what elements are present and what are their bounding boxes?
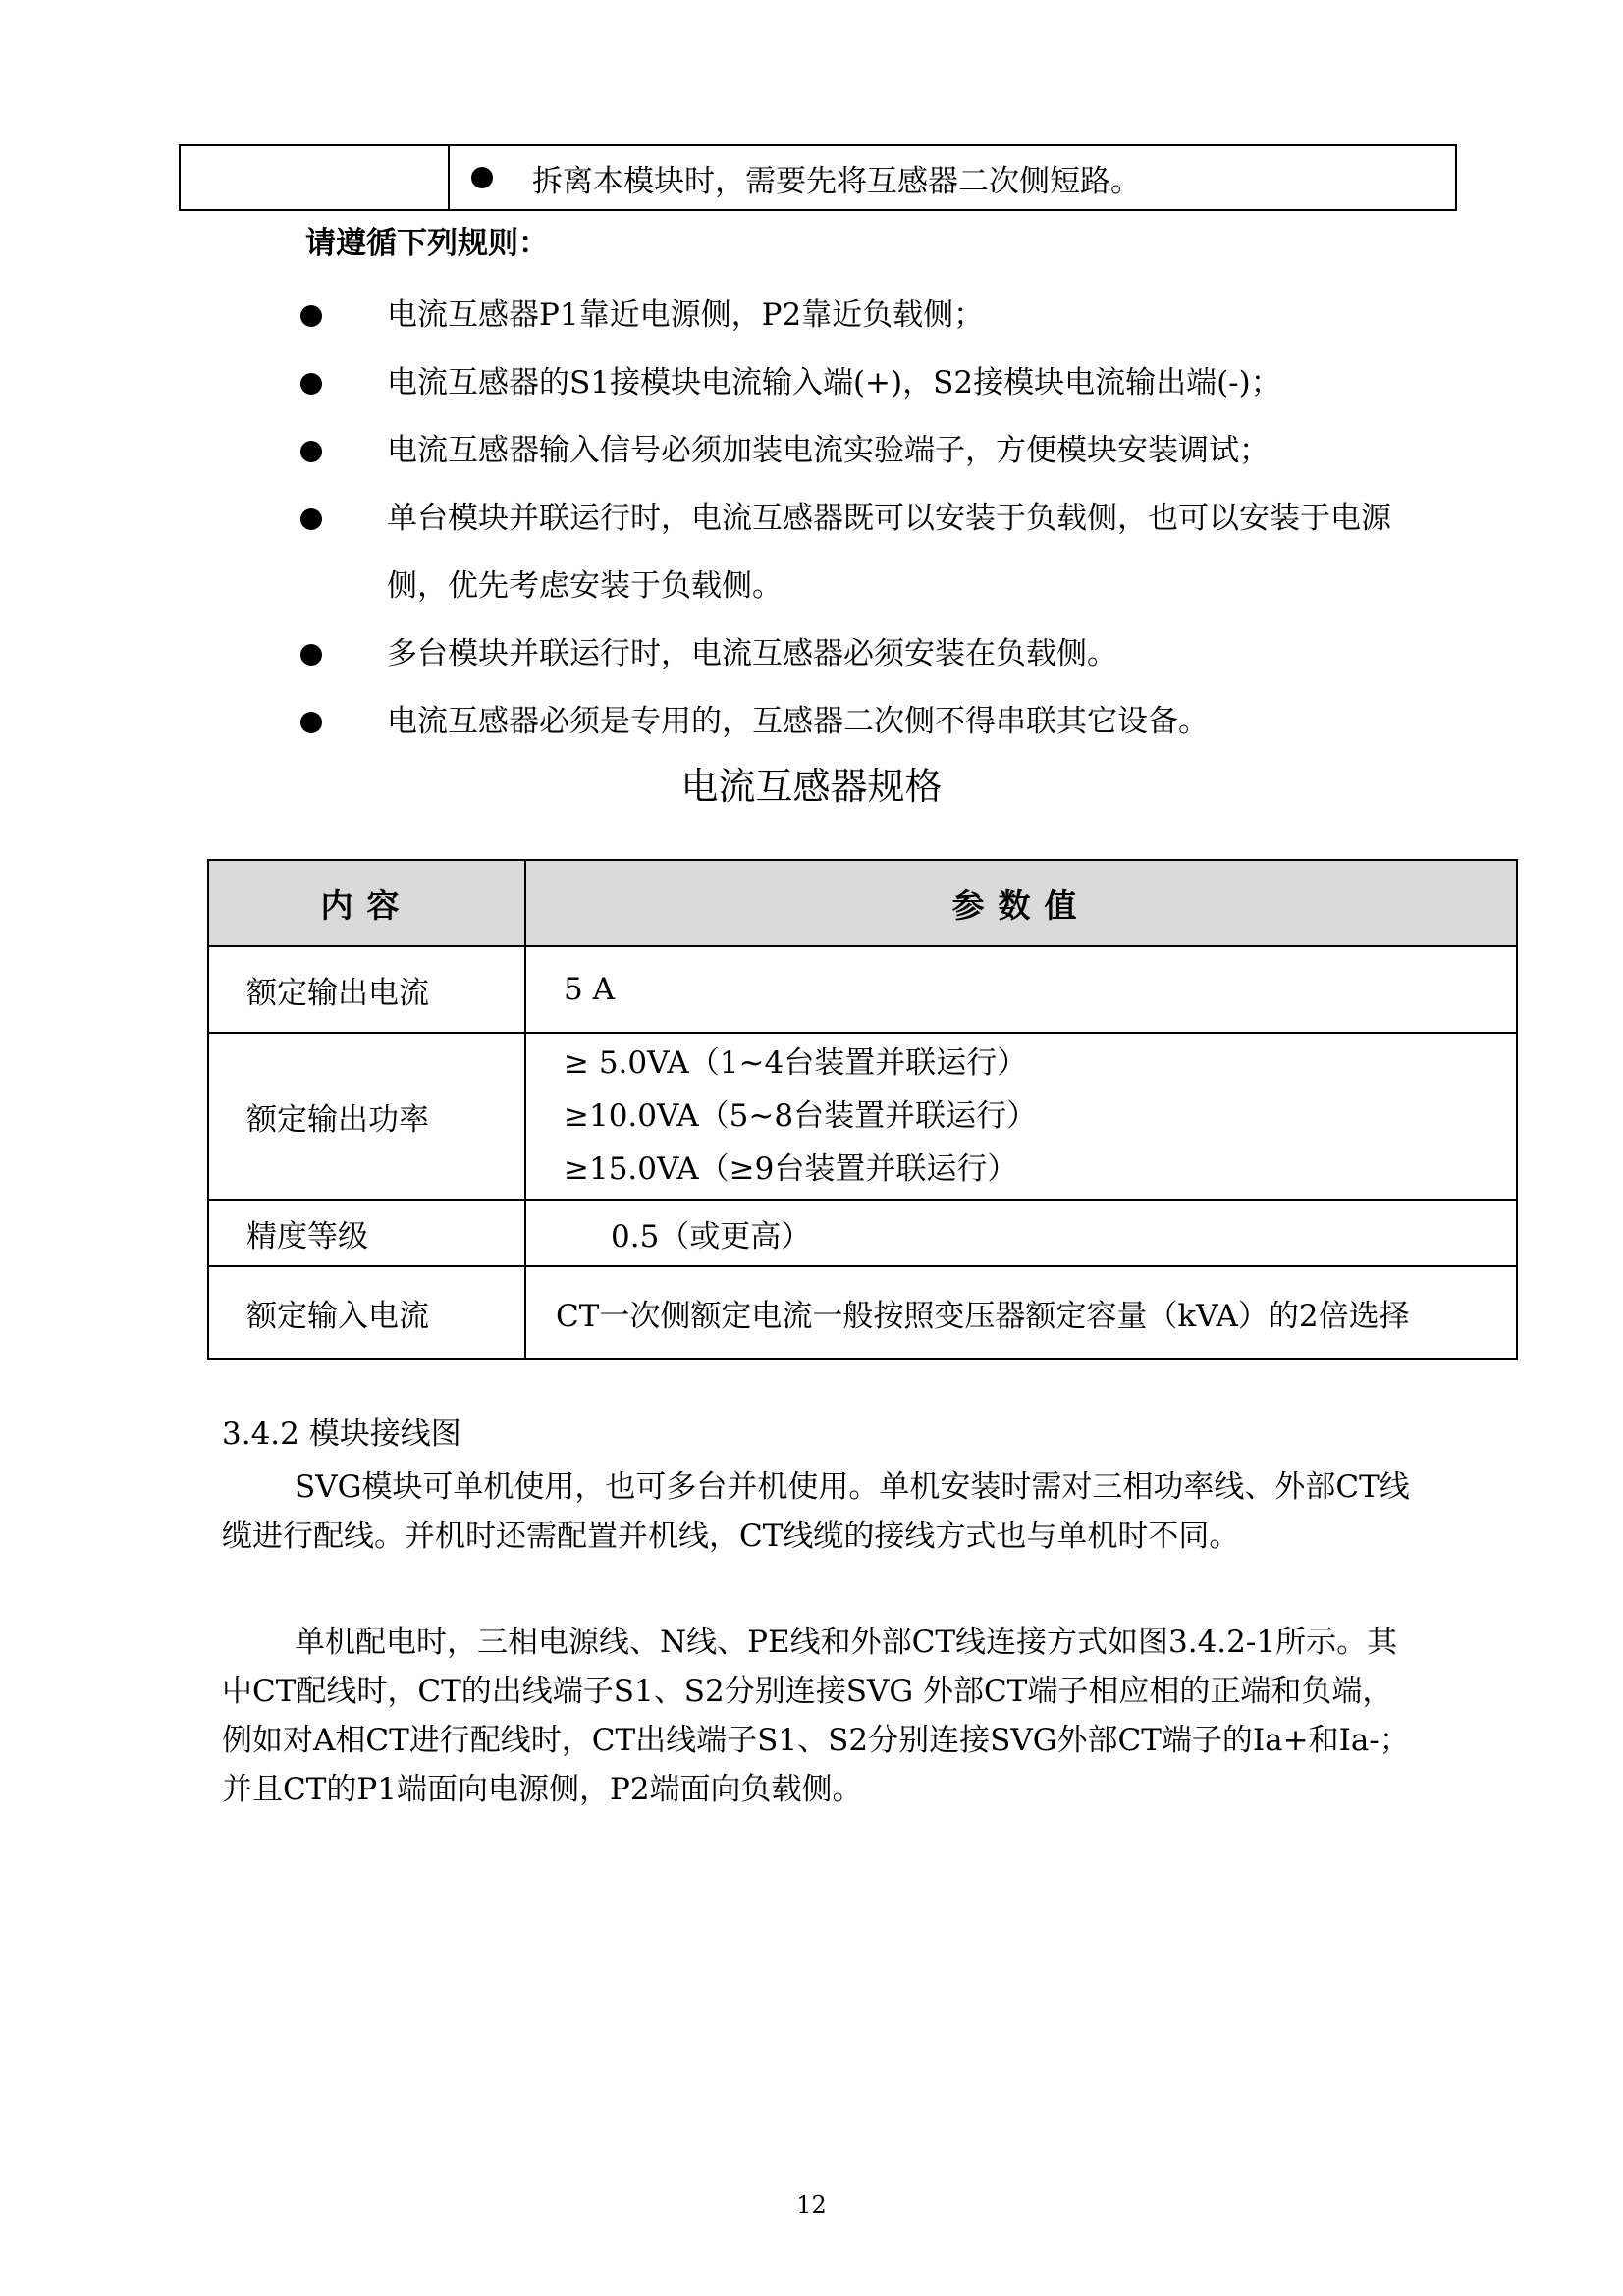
- spec-table: [207, 859, 1518, 1360]
- list-item: [300, 282, 1430, 349]
- bullet-icon: [300, 644, 322, 666]
- list-item-text: 电流互感器P1靠近电源侧，P2靠近负载侧；: [387, 297, 985, 333]
- bullet-icon: [300, 508, 322, 530]
- list-item-text: 多台模块并联运行时，电流互感器必须安装在负载侧。: [387, 636, 1117, 671]
- bullet-icon: [300, 373, 322, 395]
- paragraph: SVG模块可单机使用，也可多台并机使用。单机安装时需对三相功率线、外部CT线缆进行配线。并机时还需配置并机线，CT线缆的接线方式也与单机时不同。: [222, 1469, 1410, 1554]
- table-header-row: [208, 860, 1517, 946]
- page-number: 12: [796, 2191, 827, 2218]
- rules-list: [300, 282, 1430, 756]
- bullet-icon: [471, 167, 493, 188]
- continued-table: [179, 144, 1457, 211]
- table-row: [208, 946, 1517, 1033]
- bullet-icon: [300, 441, 322, 462]
- row-key: 精度等级: [208, 1200, 525, 1266]
- value-line: ≥ 5.0VA（1~4台装置并联运行）: [564, 1045, 1028, 1081]
- row-value: 5 A: [525, 946, 1517, 1033]
- paragraph: 单机配电时，三相电源线、N线、PE线和外部CT线连接方式如图3.4.2-1所示。其中CT配线时，CT的出线端子S1、S2分别连接SVG 外部CT端子相应相的正端和负端，例如对A相CT进行配线时，CT出线端子S1、S2分别连接SVG外部CT端子的Ia+和Ia-；并且CT的P1端面向电源侧，P2端面向负载侧。: [222, 1625, 1410, 1807]
- bullet-icon: [300, 712, 322, 733]
- rules-heading: 请遵循下列规则：: [305, 226, 549, 261]
- table-cell-empty: [181, 146, 450, 209]
- list-item: [300, 620, 1430, 688]
- list-item-text: 单台模块并联运行时，电流互感器既可以安装于负载侧，也可以安装于电源侧，优先考虑安装于负载侧。: [387, 501, 1391, 604]
- list-item: [300, 417, 1430, 485]
- table-cell-bullet: [450, 146, 1455, 209]
- row-key: 额定输出电流: [208, 946, 525, 1033]
- list-item: [300, 688, 1430, 756]
- list-item-text: 电流互感器必须是专用的，互感器二次侧不得串联其它设备。: [387, 704, 1209, 739]
- row-value: [525, 1033, 1517, 1200]
- value-line: ≥10.0VA（5~8台装置并联运行）: [564, 1098, 1038, 1134]
- column-header-value: 参数值: [525, 860, 1517, 946]
- table-row: [208, 1200, 1517, 1266]
- bullet-icon: [300, 305, 322, 327]
- table-title: 电流互感器规格: [680, 765, 943, 808]
- list-item: [300, 349, 1430, 417]
- list-item: [300, 485, 1430, 620]
- section-heading: 3.4.2 模块接线图: [222, 1416, 461, 1452]
- row-key: 额定输出功率: [208, 1033, 525, 1200]
- row-value: 0.5（或更高）: [525, 1200, 1517, 1266]
- table-row: [208, 1266, 1517, 1359]
- value-line: ≥15.0VA（≥9台装置并联运行）: [564, 1151, 1018, 1187]
- list-item-text: 电流互感器的S1接模块电流输入端(+)，S2接模块电流输出端(-)；: [387, 365, 1281, 400]
- list-item-text: 电流互感器输入信号必须加装电流实验端子，方便模块安装调试；: [387, 433, 1270, 468]
- row-value: CT一次侧额定电流一般按照变压器额定容量（kVA）的2倍选择: [525, 1266, 1517, 1359]
- bullet-text: 拆离本模块时，需要先将互感器二次侧短路。: [532, 163, 1141, 199]
- row-key: 额定输入电流: [208, 1266, 525, 1359]
- column-header-content: 内容: [208, 860, 525, 946]
- table-row: [208, 1033, 1517, 1200]
